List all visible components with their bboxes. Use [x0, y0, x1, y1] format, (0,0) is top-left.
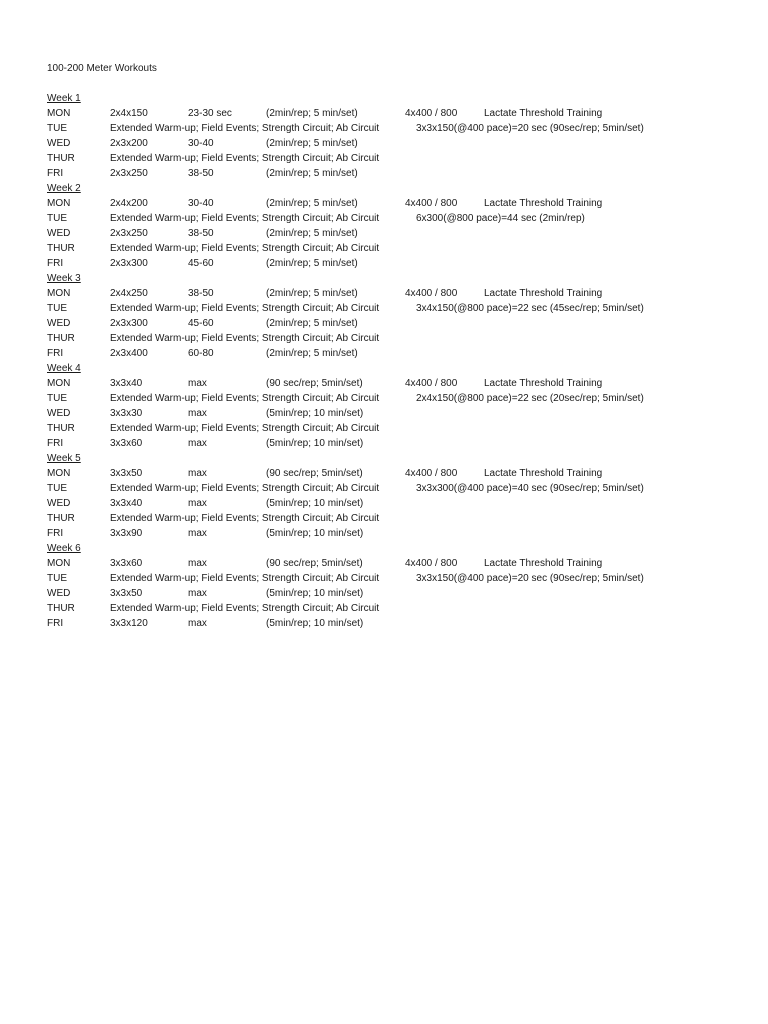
table-row	[0, 511, 768, 526]
rest-cell: (2min/rep; 5 min/set)	[266, 138, 358, 149]
table-row	[0, 121, 768, 136]
day-cell: THUR	[47, 603, 75, 614]
extra-workout-cell: 3x3x150(@400 pace)=20 sec (90sec/rep; 5min/set)	[416, 123, 644, 134]
table-row	[0, 421, 768, 436]
type-cell: Lactate Threshold Training	[484, 108, 603, 119]
rest-cell: (2min/rep; 5 min/set)	[266, 348, 358, 359]
day-cell: FRI	[47, 528, 64, 539]
day-cell: WED	[47, 138, 71, 149]
table-row	[0, 571, 768, 586]
workout-cell: 4x400 / 800	[405, 288, 458, 299]
type-cell: Lactate Threshold Training	[484, 198, 603, 209]
workout-cell: 4x400 / 800	[405, 558, 458, 569]
day-cell: TUE	[47, 303, 67, 314]
table-row	[0, 586, 768, 601]
set-cell: Extended Warm-up; Field Events; Strength Circuit; Ab Circuit	[110, 423, 380, 434]
day-cell: TUE	[47, 123, 67, 134]
table-row	[0, 136, 768, 151]
rest-cell: (5min/rep; 10 min/set)	[266, 618, 364, 629]
rest-cell: (2min/rep; 5 min/set)	[266, 258, 358, 269]
time-cell: max	[188, 468, 207, 479]
extra-workout-cell: 3x4x150(@800 pace)=22 sec (45sec/rep; 5min/set)	[416, 303, 644, 314]
week-block	[0, 181, 768, 271]
set-cell: 3x3x40	[110, 378, 143, 389]
day-cell: MON	[47, 378, 71, 389]
time-cell: max	[188, 408, 207, 419]
day-cell: MON	[47, 288, 71, 299]
rest-cell: (5min/rep; 10 min/set)	[266, 498, 364, 509]
day-cell: MON	[47, 108, 71, 119]
set-cell: 3x3x60	[110, 438, 143, 449]
rest-cell: (5min/rep; 10 min/set)	[266, 528, 364, 539]
day-cell: WED	[47, 588, 71, 599]
day-cell: MON	[47, 468, 71, 479]
type-cell: Lactate Threshold Training	[484, 378, 603, 389]
table-row	[0, 166, 768, 181]
table-row	[0, 286, 768, 301]
day-cell: THUR	[47, 243, 75, 254]
set-cell: Extended Warm-up; Field Events; Strength Circuit; Ab Circuit	[110, 123, 380, 134]
table-row	[0, 151, 768, 166]
page-title: 100-200 Meter Workouts	[47, 63, 157, 74]
rest-cell: (90 sec/rep; 5min/set)	[266, 468, 363, 479]
extra-workout-cell: 3x3x150(@400 pace)=20 sec (90sec/rep; 5min/set)	[416, 573, 644, 584]
day-cell: THUR	[47, 423, 75, 434]
type-cell: Lactate Threshold Training	[484, 558, 603, 569]
set-cell: 2x3x300	[110, 318, 148, 329]
time-cell: max	[188, 498, 207, 509]
time-cell: 45-60	[188, 258, 214, 269]
set-cell: Extended Warm-up; Field Events; Strength Circuit; Ab Circuit	[110, 303, 380, 314]
set-cell: 2x4x250	[110, 288, 148, 299]
extra-workout-cell: 2x4x150(@800 pace)=22 sec (20sec/rep; 5min/set)	[416, 393, 644, 404]
set-cell: Extended Warm-up; Field Events; Strength Circuit; Ab Circuit	[110, 573, 380, 584]
day-cell: TUE	[47, 393, 67, 404]
table-row	[0, 316, 768, 331]
table-row	[0, 256, 768, 271]
time-cell: 38-50	[188, 168, 214, 179]
set-cell: 2x3x300	[110, 258, 148, 269]
time-cell: max	[188, 618, 207, 629]
time-cell: 38-50	[188, 228, 214, 239]
rest-cell: (90 sec/rep; 5min/set)	[266, 558, 363, 569]
week-label: Week 6	[47, 543, 81, 554]
set-cell: 2x4x150	[110, 108, 148, 119]
set-cell: Extended Warm-up; Field Events; Strength Circuit; Ab Circuit	[110, 213, 380, 224]
set-cell: 2x3x250	[110, 228, 148, 239]
time-cell: max	[188, 528, 207, 539]
table-row	[0, 481, 768, 496]
table-row	[0, 466, 768, 481]
workout-cell: 4x400 / 800	[405, 378, 458, 389]
type-cell: Lactate Threshold Training	[484, 288, 603, 299]
set-cell: 3x3x60	[110, 558, 143, 569]
set-cell: 3x3x120	[110, 618, 148, 629]
day-cell: THUR	[47, 153, 75, 164]
day-cell: TUE	[47, 573, 67, 584]
time-cell: max	[188, 558, 207, 569]
table-row	[0, 601, 768, 616]
table-row	[0, 106, 768, 121]
set-cell: Extended Warm-up; Field Events; Strength Circuit; Ab Circuit	[110, 513, 380, 524]
day-cell: THUR	[47, 513, 75, 524]
table-row	[0, 406, 768, 421]
rest-cell: (2min/rep; 5 min/set)	[266, 168, 358, 179]
table-row	[0, 391, 768, 406]
table-row	[0, 196, 768, 211]
table-row	[0, 241, 768, 256]
time-cell: max	[188, 588, 207, 599]
table-row	[0, 346, 768, 361]
rest-cell: (2min/rep; 5 min/set)	[266, 318, 358, 329]
set-cell: 2x3x200	[110, 138, 148, 149]
day-cell: FRI	[47, 348, 64, 359]
set-cell: Extended Warm-up; Field Events; Strength Circuit; Ab Circuit	[110, 603, 380, 614]
week-label: Week 1	[47, 93, 81, 104]
week-block	[0, 361, 768, 451]
week-block	[0, 451, 768, 541]
table-row	[0, 376, 768, 391]
week-label: Week 2	[47, 183, 81, 194]
day-cell: FRI	[47, 618, 64, 629]
table-row	[0, 616, 768, 631]
rest-cell: (2min/rep; 5 min/set)	[266, 198, 358, 209]
rest-cell: (90 sec/rep; 5min/set)	[266, 378, 363, 389]
time-cell: 45-60	[188, 318, 214, 329]
workout-cell: 4x400 / 800	[405, 468, 458, 479]
week-block	[0, 541, 768, 631]
week-block	[0, 271, 768, 361]
table-row	[0, 496, 768, 511]
day-cell: FRI	[47, 168, 64, 179]
set-cell: Extended Warm-up; Field Events; Strength Circuit; Ab Circuit	[110, 483, 380, 494]
time-cell: 38-50	[188, 288, 214, 299]
day-cell: FRI	[47, 258, 64, 269]
table-row	[0, 331, 768, 346]
time-cell: 30-40	[188, 198, 214, 209]
time-cell: 30-40	[188, 138, 214, 149]
set-cell: 3x3x30	[110, 408, 143, 419]
workout-cell: 4x400 / 800	[405, 198, 458, 209]
table-row	[0, 211, 768, 226]
day-cell: MON	[47, 558, 71, 569]
set-cell: 3x3x50	[110, 588, 143, 599]
workout-sheet	[0, 91, 768, 631]
table-row	[0, 436, 768, 451]
day-cell: MON	[47, 198, 71, 209]
time-cell: max	[188, 438, 207, 449]
day-cell: WED	[47, 318, 71, 329]
day-cell: WED	[47, 228, 71, 239]
set-cell: 3x3x50	[110, 468, 143, 479]
workout-cell: 4x400 / 800	[405, 108, 458, 119]
table-row	[0, 556, 768, 571]
set-cell: Extended Warm-up; Field Events; Strength Circuit; Ab Circuit	[110, 153, 380, 164]
week-label: Week 3	[47, 273, 81, 284]
set-cell: Extended Warm-up; Field Events; Strength Circuit; Ab Circuit	[110, 333, 380, 344]
extra-workout-cell: 3x3x300(@400 pace)=40 sec (90sec/rep; 5min/set)	[416, 483, 644, 494]
table-row	[0, 226, 768, 241]
rest-cell: (2min/rep; 5 min/set)	[266, 228, 358, 239]
set-cell: Extended Warm-up; Field Events; Strength Circuit; Ab Circuit	[110, 243, 380, 254]
set-cell: 2x3x400	[110, 348, 148, 359]
time-cell: 23-30 sec	[188, 108, 232, 119]
day-cell: WED	[47, 408, 71, 419]
week-block	[0, 91, 768, 181]
set-cell: 2x3x250	[110, 168, 148, 179]
day-cell: THUR	[47, 333, 75, 344]
rest-cell: (5min/rep; 10 min/set)	[266, 438, 364, 449]
set-cell: 2x4x200	[110, 198, 148, 209]
set-cell: 3x3x90	[110, 528, 143, 539]
time-cell: 60-80	[188, 348, 214, 359]
time-cell: max	[188, 378, 207, 389]
day-cell: WED	[47, 498, 71, 509]
day-cell: FRI	[47, 438, 64, 449]
rest-cell: (5min/rep; 10 min/set)	[266, 588, 364, 599]
rest-cell: (5min/rep; 10 min/set)	[266, 408, 364, 419]
set-cell: Extended Warm-up; Field Events; Strength Circuit; Ab Circuit	[110, 393, 380, 404]
extra-workout-cell: 6x300(@800 pace)=44 sec (2min/rep)	[416, 213, 585, 224]
table-row	[0, 526, 768, 541]
week-label: Week 5	[47, 453, 81, 464]
table-row	[0, 301, 768, 316]
rest-cell: (2min/rep; 5 min/set)	[266, 288, 358, 299]
type-cell: Lactate Threshold Training	[484, 468, 603, 479]
day-cell: TUE	[47, 483, 67, 494]
day-cell: TUE	[47, 213, 67, 224]
week-label: Week 4	[47, 363, 81, 374]
rest-cell: (2min/rep; 5 min/set)	[266, 108, 358, 119]
set-cell: 3x3x40	[110, 498, 143, 509]
